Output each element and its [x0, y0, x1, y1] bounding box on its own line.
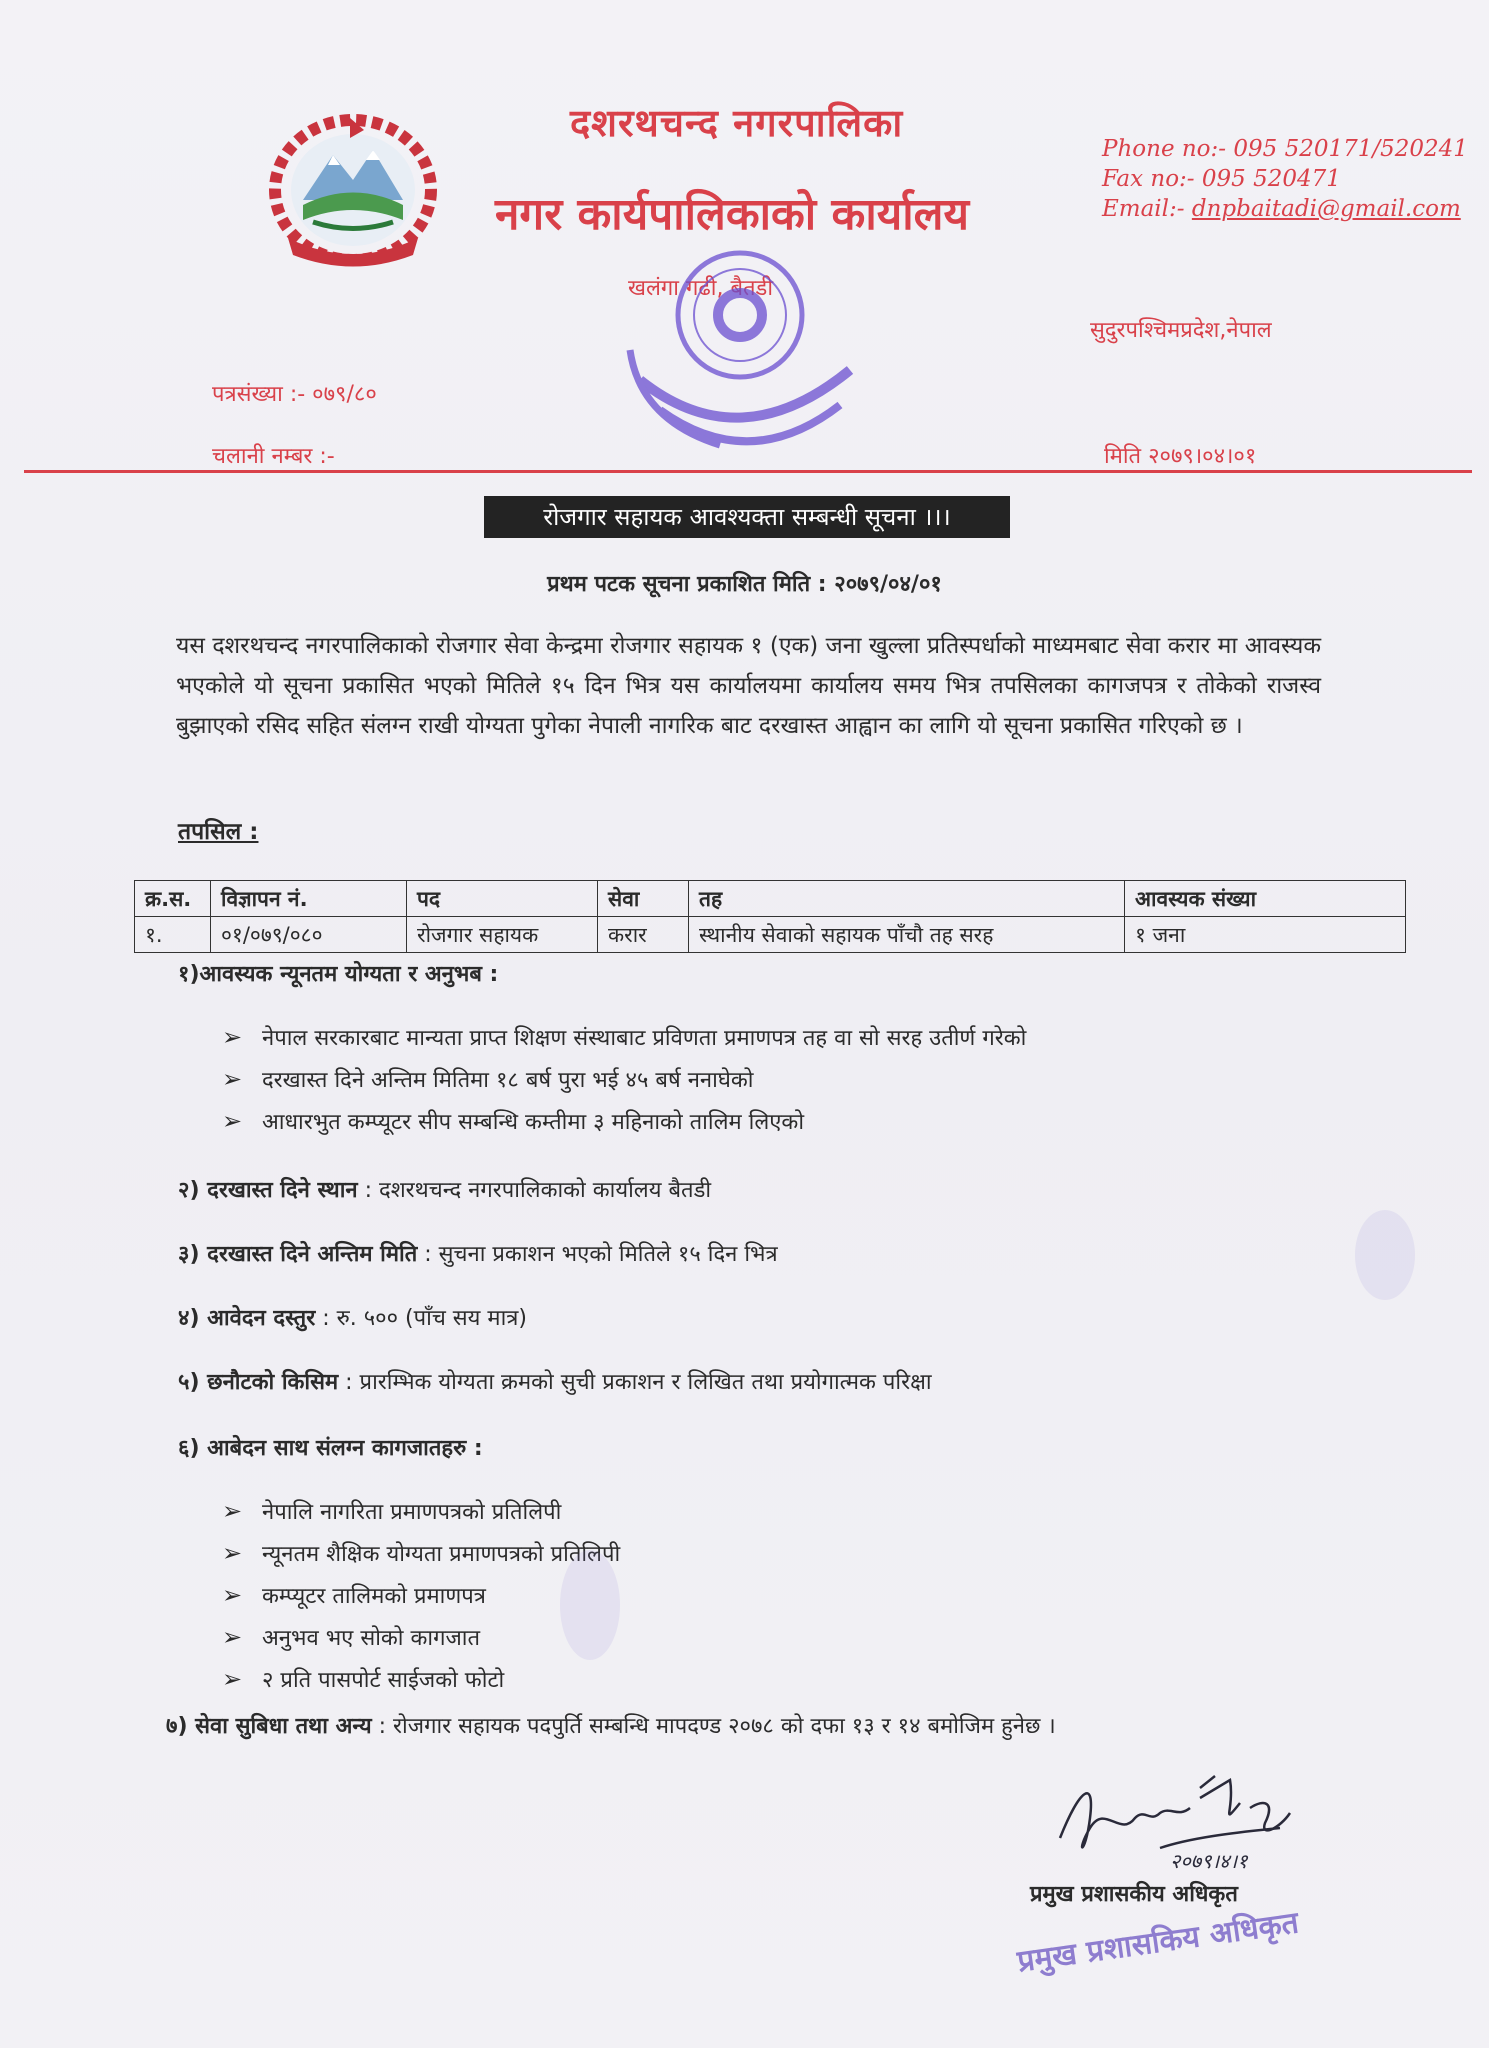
list-item: ➢ नेपालि नागरिता प्रमाणपत्रको प्रतिलिपी — [222, 1497, 562, 1525]
ink-smudge — [560, 1550, 620, 1660]
arrow-bullet-icon: ➢ — [222, 1497, 243, 1525]
application-fee: ४) आवेदन दस्तुर : रु. ५०० (पाँच सय मात्र) — [178, 1306, 528, 1331]
col-post: पद — [407, 881, 598, 917]
phone-value: 095 520171/520241 — [1233, 136, 1468, 162]
fax-value: 095 520471 — [1201, 166, 1341, 192]
list-item: ➢ न्यूनतम शैक्षिक योग्यता प्रमाणपत्रको प्रतिलिपी — [222, 1539, 621, 1567]
fax-label: Fax no:- — [1102, 166, 1202, 192]
application-place: २) दरखास्त दिने स्थान : दशरथचन्द नगरपालिकाको कार्यालय बैतडी — [178, 1178, 712, 1203]
list-item: ➢ आधारभुत कम्प्यूटर सीप सम्बन्धि कम्तीमा ३ महिनाको तालिम लिएको — [222, 1107, 805, 1135]
arrow-bullet-icon: ➢ — [222, 1065, 243, 1093]
cell-serial: १. — [135, 917, 211, 953]
email-line — [1102, 196, 1461, 222]
list-item: ➢ दरखास्त दिने अन्तिम मितिमा १८ बर्ष पुरा भई ४५ बर्ष ननाघेको — [222, 1065, 754, 1093]
signature-icon — [1050, 1768, 1300, 1878]
col-ad-number: विज्ञापन नं. — [211, 881, 407, 917]
signatory-designation: प्रमुख प्रशासकीय अधिकृत — [1030, 1882, 1238, 1907]
office-name: नगर कार्यपालिकाको कार्यालय — [495, 189, 969, 240]
office-address: खलंगा गढी, बैतडी — [628, 276, 774, 301]
vacancy-table — [134, 880, 1406, 953]
application-deadline: ३) दरखास्त दिने अन्तिम मिति : सुचना प्रकाशन भएको मितिले १५ दिन भित्र — [178, 1242, 778, 1267]
cell-level: स्थानीय सेवाको सहायक पाँचौ तह सरह — [689, 917, 1125, 953]
cell-required-count: १ जना — [1125, 917, 1406, 953]
selection-type: ५) छनौटको किसिम : प्रारम्भिक योग्यता क्रमको सुची प्रकाशन र लिखित तथा प्रयोगात्मक परिक्षा — [178, 1370, 932, 1395]
phone-label: Phone no:- — [1102, 136, 1234, 162]
list-item: ➢ नेपाल सरकारबाट मान्यता प्राप्त शिक्षण संस्थाबाट प्रविणता प्रमाणपत्र तह वा सो सरह उतीर्ण गरेको — [222, 1023, 1027, 1051]
phone-line — [1102, 136, 1468, 162]
col-service: सेवा — [598, 881, 689, 917]
list-item: ➢ अनुभव भए सोको कागजात — [222, 1623, 481, 1651]
col-level: तह — [689, 881, 1125, 917]
intro-paragraph: यस दशरथचन्द नगरपालिकाको रोजगार सेवा केन्द्रमा रोजगार सहायक १ (एक) जना खुल्ला प्रतिस्पर्धाको माध्यमबाट सेवा करार मा आवस्यक भएकोले यो सूचना प्रकासित भएको मितिले १५ दिन भित्र यस कार्यालयमा कार्यालय समय भित्र तपसिलका कागजपत्र र तोकेको राजस्व बुझाएको रसिद सहित संलग्न राखी योग्यता पुगेका नेपाली नागरिक बाट दरखास्त आह्वान का लागि यो सूचना प्रकासित गरिएको छ । — [176, 633, 1321, 739]
email-label: Email:- — [1102, 196, 1192, 222]
service-benefits: ७) सेवा सुबिधा तथा अन्य : रोजगार सहायक पदपुर्ति सम्बन्धि मापदण्ड २०७८ को दफा १३ र १४ बमोजिम हुनेछ । — [166, 1714, 1056, 1739]
details-heading: तपसिल : — [178, 819, 259, 845]
letter-date: मिति २०७९।०४।०१ — [1104, 444, 1257, 469]
nepal-emblem-icon — [258, 110, 448, 270]
qualification-heading: १)आवस्यक न्यूनतम योग्यता र अनुभब : — [178, 962, 499, 987]
documents-heading: ६) आबेदन साथ संलग्न कागजातहरु : — [178, 1436, 483, 1461]
table-header-row — [135, 881, 1406, 917]
office-stamp-icon — [600, 230, 900, 480]
province: सुदुरपश्चिमप्रदेश,नेपाल — [1090, 318, 1272, 343]
arrow-bullet-icon: ➢ — [222, 1539, 243, 1567]
notice-title: रोजगार सहायक आवश्यक्ता सम्बन्धी सूचना ।।। — [484, 496, 1010, 538]
letter-number: पत्रसंख्या :- ०७९/८० — [212, 382, 377, 407]
arrow-bullet-icon: ➢ — [222, 1623, 243, 1651]
designation-stamp: प्रमुख प्रशासकिय अधिकृत — [1015, 1905, 1301, 1980]
arrow-bullet-icon: ➢ — [222, 1023, 243, 1051]
published-date: प्रथम पटक सूचना प्रकाशित मिति : २०७९/०४/०१ — [547, 572, 942, 597]
arrow-bullet-icon: ➢ — [222, 1107, 243, 1135]
arrow-bullet-icon: ➢ — [222, 1581, 243, 1609]
email-value: dnpbaitadi@gmail.com — [1191, 196, 1461, 222]
cell-ad-number: ०१/०७९/०८० — [211, 917, 407, 953]
arrow-bullet-icon: ➢ — [222, 1665, 243, 1693]
table-row — [135, 917, 1406, 953]
list-item: ➢ २ प्रति पासपोर्ट साईजको फोटो — [222, 1665, 505, 1693]
dispatch-number: चलानी नम्बर :- — [212, 444, 335, 469]
col-serial: क्र.स. — [135, 881, 211, 917]
ink-smudge — [1355, 1210, 1415, 1300]
signature-date: २०७९।४।१ — [1170, 1849, 1248, 1873]
cell-service: करार — [598, 917, 689, 953]
fax-line — [1102, 166, 1341, 192]
list-item: ➢ कम्प्यूटर तालिमको प्रमाणपत्र — [222, 1581, 486, 1609]
col-required-count: आवस्यक संख्या — [1125, 881, 1406, 917]
cell-post: रोजगार सहायक — [407, 917, 598, 953]
org-name: दशरथचन्द नगरपालिका — [570, 101, 904, 145]
